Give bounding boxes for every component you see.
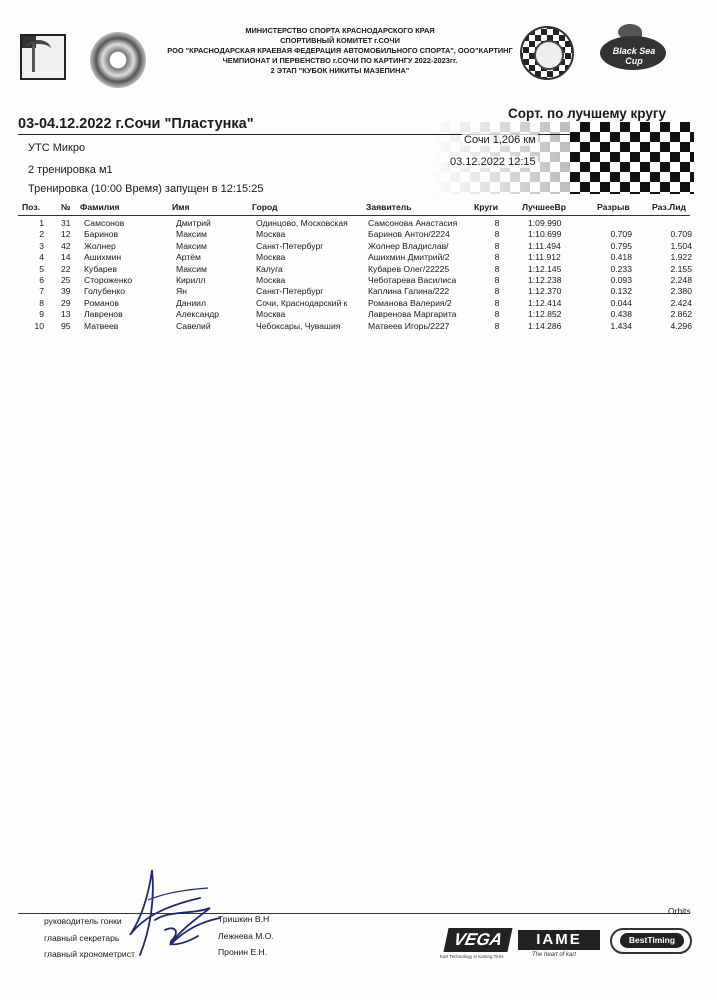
- cell-num: 29: [61, 297, 71, 308]
- cell-surname: Стороженко: [84, 275, 133, 285]
- cell-gap: 0.233: [610, 263, 632, 274]
- cell-num: 39: [61, 286, 71, 297]
- cell-best: 1:12.852: [528, 309, 562, 320]
- cell-city: Калуга: [256, 263, 283, 274]
- cell-surname: Голубенко: [84, 286, 126, 297]
- cell-name: Дмитрий: [176, 218, 211, 228]
- col-header-surname: Фамилия: [80, 202, 120, 212]
- cell-entrant: Самсонова Анастасия: [368, 218, 458, 228]
- table-row: [0, 309, 717, 321]
- cell-pos: 10: [34, 320, 44, 331]
- cell-city: Санкт-Петербург: [256, 286, 324, 297]
- cell-laps: 8: [494, 275, 500, 285]
- cell-lead: 4.296: [670, 320, 692, 331]
- cell-laps: 8: [494, 229, 500, 240]
- cell-entrant: Ашихмин Дмитрий/2: [368, 252, 450, 263]
- cell-lead: 2.248: [670, 275, 692, 285]
- col-header-laps: Круги: [474, 202, 499, 212]
- cell-name: Ян: [176, 286, 187, 297]
- cell-pos: 9: [39, 309, 44, 320]
- cell-pos: 3: [39, 240, 44, 251]
- besttiming-logo-text: BestTiming: [620, 933, 684, 948]
- cell-num: 13: [61, 309, 71, 320]
- cell-num: 25: [61, 275, 71, 285]
- class-name: УТС Микро: [28, 142, 86, 154]
- col-header-entrant: Заявитель: [366, 202, 412, 212]
- cell-lead: 0.709: [670, 229, 692, 240]
- cell-pos: 5: [39, 263, 44, 274]
- cell-lead: 2.424: [670, 297, 692, 308]
- cell-num: 22: [61, 263, 71, 274]
- cell-laps: 8: [494, 320, 500, 331]
- cell-name: Александр: [176, 309, 219, 320]
- cell-surname: Кубарев: [84, 263, 118, 274]
- cell-city: Чебоксары, Чувашия: [256, 320, 341, 331]
- role-title: главный хронометрист: [44, 949, 135, 959]
- role-title: руководитель гонки: [44, 916, 122, 926]
- cell-name: Савелий: [176, 320, 211, 331]
- cell-city: Москва: [256, 229, 286, 240]
- cell-pos: 6: [39, 275, 44, 285]
- col-header-name: Имя: [172, 202, 190, 212]
- iame-logo-tagline: The heart of kart: [532, 952, 577, 958]
- cell-entrant: Матвеев Игорь/2227: [368, 320, 450, 331]
- black-sea-cup-logo: [598, 24, 668, 76]
- cell-city: Москва: [256, 275, 286, 285]
- cell-laps: 8: [494, 286, 500, 297]
- cell-surname: Матвеев: [84, 320, 119, 331]
- cell-laps: 8: [494, 240, 500, 251]
- session-name: 2 тренировка м1: [28, 164, 113, 176]
- cell-gap: 0.418: [610, 252, 632, 263]
- cell-laps: 8: [494, 263, 500, 274]
- table-row: [0, 264, 717, 276]
- cell-lead: 2.155: [670, 263, 692, 274]
- cell-city: Санкт-Петербург: [256, 240, 324, 251]
- table-row: [0, 218, 717, 230]
- cell-entrant: Баринов Антон/2224: [368, 229, 450, 240]
- cell-surname: Романов: [84, 297, 119, 308]
- cell-num: 14: [61, 252, 71, 263]
- cell-lead: 1.922: [670, 252, 692, 263]
- organizers-header: [150, 26, 530, 76]
- cell-num: 12: [61, 229, 71, 240]
- federation-swirl-logo: [90, 32, 146, 88]
- cell-best: 1:14.286: [528, 320, 562, 331]
- cell-surname: Ашихмин: [84, 252, 122, 263]
- cell-num: 31: [61, 218, 71, 228]
- sochi-coat-of-arms-logo: [20, 34, 66, 80]
- cell-laps: 8: [494, 252, 500, 263]
- cell-gap: 0.795: [610, 240, 632, 251]
- cell-city: Одинцово, Московская: [256, 218, 348, 228]
- cell-pos: 7: [39, 286, 44, 297]
- cell-best: 1:12.414: [528, 297, 562, 308]
- table-row: [0, 229, 717, 241]
- orbits-label: Orbits: [668, 906, 691, 916]
- session-start-info: Тренировка (10:00 Время) запущен в 12:15:25: [28, 183, 264, 195]
- cell-entrant: Лавренова Маргарита: [368, 309, 457, 320]
- cell-pos: 4: [39, 252, 44, 263]
- cell-name: Максим: [176, 263, 207, 274]
- table-header-rule: [18, 215, 690, 216]
- cell-entrant: Кубарев Олег/22225: [368, 263, 450, 274]
- cell-gap: 0.438: [610, 309, 632, 320]
- table-row: [0, 298, 717, 310]
- col-header-city: Город: [252, 202, 278, 212]
- cell-gap: 0.044: [610, 297, 632, 308]
- event-title: 03-04.12.2022 г.Сочи "Пластунка": [18, 116, 254, 132]
- cell-best: 1:12.238: [528, 275, 562, 285]
- cell-city: Москва: [256, 309, 286, 320]
- header-line: 2 ЭТАП "КУБОК НИКИТЫ МАЗЕПИНА": [270, 66, 410, 75]
- cell-city: Москва: [256, 252, 286, 263]
- cell-name: Даниил: [176, 297, 206, 308]
- role-person: Тришкин В.Н: [218, 914, 270, 924]
- cell-best: 1:10.699: [528, 229, 562, 240]
- col-header-gap: Разрыв: [597, 202, 630, 212]
- table-row: [0, 321, 717, 333]
- cell-surname: Лавренов: [84, 309, 123, 320]
- col-header-num: №: [61, 202, 71, 212]
- cell-num: 95: [61, 320, 71, 331]
- col-header-pos: Поз.: [22, 202, 40, 212]
- cell-name: Максим: [176, 229, 207, 240]
- cell-pos: 1: [39, 218, 44, 228]
- cell-gap: 0.132: [610, 286, 632, 297]
- cell-entrant: Чеботарева Василиса: [368, 275, 457, 285]
- cell-entrant: Каплина Галина/222: [368, 286, 450, 297]
- cell-entrant: Жолнер Владислав/: [368, 240, 449, 251]
- role-title: главный секретарь: [44, 933, 120, 943]
- iame-logo: IAME: [518, 930, 600, 950]
- role-person: Лежнева М.О.: [218, 931, 274, 941]
- header-line: ЧЕМПИОНАТ И ПЕРВЕНСТВО г.СОЧИ ПО КАРТИНГУ 2022-2023гг.: [222, 56, 458, 65]
- cell-best: 1:12.370: [528, 286, 562, 297]
- cell-name: Максим: [176, 240, 207, 251]
- cell-best: 1:11.494: [528, 240, 561, 251]
- cell-num: 42: [61, 240, 71, 251]
- cell-gap: 0.093: [610, 275, 632, 285]
- besttiming-logo: [610, 928, 692, 954]
- col-header-lead: Раз.Лид: [652, 202, 686, 212]
- cell-surname: Баринов: [84, 229, 119, 240]
- table-row: [0, 241, 717, 253]
- karting-emblem-logo: [520, 26, 574, 80]
- table-row: [0, 252, 717, 264]
- cell-laps: 8: [494, 297, 500, 308]
- cell-lead: 2.380: [670, 286, 692, 297]
- cell-best: 1:11.912: [528, 252, 561, 263]
- cell-pos: 2: [39, 229, 44, 240]
- col-header-best: ЛучшееВр: [522, 202, 566, 212]
- header-line: РОО "КРАСНОДАРСКАЯ КРАЕВАЯ ФЕДЕРАЦИЯ АВТОМОБИЛЬНОГО СПОРТА", ООО"КАРТИНГ: [167, 46, 513, 55]
- session-date: 03.12.2022 12:15: [450, 156, 536, 168]
- cell-city: Сочи, Краснодарский к: [256, 297, 348, 308]
- cell-gap: 1.434: [610, 320, 632, 331]
- header-line: СПОРТИВНЫЙ КОМИТЕТ г.СОЧИ: [280, 36, 400, 45]
- header-line: МИНИСТЕРСТВО СПОРТА КРАСНОДАРСКОГО КРАЯ: [245, 26, 435, 35]
- handwritten-signature: [110, 860, 230, 960]
- role-person: Пронин Е.Н.: [218, 947, 268, 957]
- table-row: [0, 286, 717, 298]
- vega-logo-tagline: Kart Technology in Karting Tires: [440, 954, 504, 959]
- cell-surname: Жолнер: [84, 240, 116, 251]
- cell-surname: Самсонов: [84, 218, 125, 228]
- table-row: [0, 275, 717, 287]
- track-distance: Сочи 1,206 км: [464, 134, 536, 146]
- cell-name: Артём: [176, 252, 201, 263]
- cell-laps: 8: [494, 309, 500, 320]
- cell-best: 1:09.990: [528, 218, 562, 228]
- cell-laps: 8: [494, 218, 500, 228]
- cell-lead: 1.504: [670, 240, 692, 251]
- cell-gap: 0.709: [610, 229, 632, 240]
- cell-lead: 2.862: [670, 309, 692, 320]
- black-sea-cup-logo-text: Black Sea Cup: [612, 46, 656, 66]
- cell-best: 1:12.145: [528, 263, 562, 274]
- cell-pos: 8: [39, 297, 44, 308]
- cell-entrant: Романова Валерия/2: [368, 297, 452, 308]
- checkered-flag-pattern: [570, 122, 694, 194]
- sort-title: Сорт. по лучшему кругу: [508, 106, 666, 121]
- vega-logo: VEGA: [443, 928, 512, 952]
- cell-name: Кирилл: [176, 275, 206, 285]
